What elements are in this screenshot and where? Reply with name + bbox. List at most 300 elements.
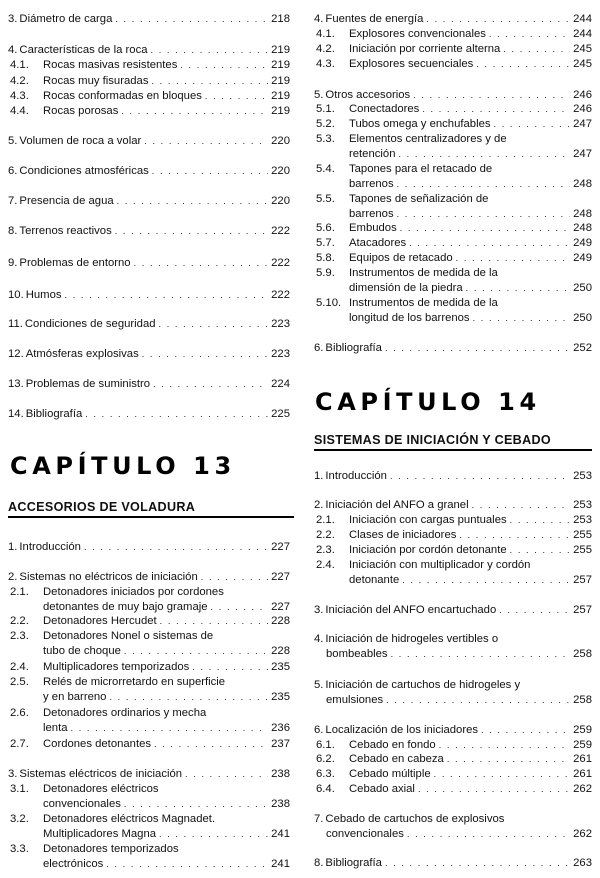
entry-title: Rocas masivas resistentes — [43, 59, 178, 71]
entry-number: 2.1. — [316, 514, 335, 526]
toc-subentry[interactable] — [314, 27, 592, 42]
toc-subentry[interactable] — [8, 614, 290, 629]
entry-title: Iniciación con cargas puntuales — [349, 514, 507, 526]
toc-entry[interactable] — [8, 194, 290, 209]
dot-leader — [413, 88, 570, 103]
toc-subentry[interactable] — [8, 812, 290, 841]
dot-leader — [144, 134, 268, 149]
dot-leader — [398, 147, 570, 162]
page-number: 261 — [573, 768, 592, 780]
dot-leader — [510, 543, 571, 558]
dot-leader — [489, 27, 570, 42]
entry-title: lenta — [43, 721, 68, 734]
page-number: 227 — [271, 571, 290, 583]
page-number: 223 — [271, 348, 290, 360]
entry-title: retención — [349, 147, 396, 160]
toc-subentry[interactable] — [314, 57, 592, 72]
page-number: 255 — [573, 529, 592, 541]
dot-leader — [159, 317, 269, 332]
dot-leader — [85, 407, 268, 422]
toc-entry[interactable] — [314, 603, 592, 618]
entry-number: 3.3. — [10, 843, 29, 855]
entry-title: Presencia de agua — [19, 195, 114, 207]
page-number: 253 — [573, 470, 592, 482]
entry-number: 6.4. — [316, 783, 335, 795]
toc-subentry[interactable] — [314, 42, 592, 57]
entry-title: Instrumentos de medida de la — [349, 267, 498, 279]
page-number: 237 — [271, 738, 290, 750]
entry-title: longitud de los barrenos — [349, 311, 470, 324]
page-number: 220 — [271, 165, 290, 177]
entry-title: Explosores secuenciales — [349, 58, 474, 70]
page-number: 250 — [573, 311, 592, 324]
entry-title: Cebado axial — [349, 783, 415, 795]
toc-subentry[interactable] — [314, 528, 592, 543]
dot-leader — [407, 827, 570, 842]
page-number: 246 — [573, 103, 592, 115]
toc-entry[interactable] — [8, 767, 290, 782]
page-number: 259 — [573, 739, 592, 751]
dot-leader — [65, 288, 269, 303]
dot-leader — [151, 74, 268, 89]
dot-leader — [180, 58, 268, 73]
page-number: 248 — [573, 207, 592, 220]
dot-leader — [109, 690, 268, 705]
toc-entry[interactable] — [8, 256, 290, 271]
entry-number: 3.1. — [10, 783, 29, 795]
page-number: 224 — [271, 378, 290, 390]
page-number: 238 — [271, 797, 290, 810]
entry-number: 4.3. — [316, 58, 335, 70]
toc-subentry[interactable] — [314, 543, 592, 558]
entry-title: Condiciones de seguridad — [24, 318, 156, 330]
toc-subentry[interactable] — [314, 102, 592, 117]
entry-title: Problemas de suministro — [25, 378, 151, 390]
entry-title: Detonadores temporizados — [43, 843, 179, 855]
entry-title: Multiplicadores temporizados — [43, 661, 190, 673]
dot-leader — [426, 12, 570, 27]
page-number: 248 — [573, 222, 592, 234]
entry-number: 5.4. — [316, 163, 335, 175]
toc-entry[interactable] — [8, 43, 290, 58]
entry-number: 5.1. — [316, 103, 335, 115]
dot-leader — [472, 498, 571, 513]
entry-number: 3.2. — [10, 813, 29, 825]
entry-title: Características de la roca — [19, 44, 148, 56]
page-number: 219 — [271, 44, 290, 56]
entry-title: Iniciación del ANFO a granel — [325, 499, 469, 511]
toc-subentry[interactable] — [314, 162, 592, 191]
entry-title: detonante — [349, 573, 400, 586]
page-number: 227 — [271, 541, 290, 553]
toc-subentry[interactable] — [8, 660, 290, 675]
toc-subentry[interactable] — [314, 738, 592, 753]
dot-leader — [466, 281, 570, 296]
page-number: 220 — [271, 135, 290, 147]
entry-number: 5.9. — [316, 267, 335, 279]
entry-title: Relés de microrretardo en superficie — [43, 676, 226, 688]
page-number: 220 — [271, 195, 290, 207]
entry-number: 5. — [314, 679, 324, 691]
dot-leader — [160, 614, 268, 629]
dot-leader — [409, 236, 570, 251]
entry-number: 3. — [8, 768, 18, 780]
page-number: 246 — [573, 89, 592, 101]
entry-number: 6. — [314, 342, 324, 354]
entry-number: 1. — [314, 470, 324, 482]
entry-title: Detonadores Nonel o sistemas de — [43, 630, 214, 642]
entry-number: 6. — [314, 724, 324, 736]
dot-leader — [397, 207, 571, 222]
entry-number: 4.2. — [10, 75, 29, 87]
dot-leader — [386, 693, 570, 708]
page-number: 253 — [573, 499, 592, 511]
entry-number: 3. — [8, 13, 18, 25]
toc-subentry[interactable] — [8, 104, 290, 119]
toc-subentry[interactable] — [8, 89, 290, 104]
dot-leader — [503, 42, 570, 57]
dot-leader — [124, 644, 268, 659]
page-number: 247 — [573, 147, 592, 160]
entry-number: 4.1. — [316, 28, 335, 40]
page-number: 248 — [573, 177, 592, 190]
toc-entry[interactable] — [314, 723, 592, 738]
entry-title: convencionales — [326, 827, 404, 840]
page-number: 250 — [573, 281, 592, 294]
dot-leader — [106, 857, 268, 872]
entry-title: Iniciación del ANFO encartuchado — [325, 604, 497, 616]
page-number: 235 — [271, 661, 290, 673]
dot-leader — [481, 723, 570, 738]
page-number: 241 — [271, 827, 290, 840]
entry-title: Humos — [25, 289, 62, 301]
entry-title: Tubos omega y enchufables — [349, 118, 491, 130]
page-number: 257 — [573, 604, 592, 616]
entry-number: 4.3. — [10, 90, 29, 102]
page-number: 262 — [573, 783, 592, 795]
toc-subentry[interactable] — [314, 132, 592, 161]
page-number: 238 — [271, 768, 290, 780]
entry-title: Introducción — [19, 541, 81, 553]
entry-number: 13. — [8, 378, 24, 390]
entry-number: 7. — [314, 813, 324, 825]
entry-title: barrenos — [349, 177, 394, 190]
page-number: 222 — [271, 257, 290, 269]
dot-leader — [459, 528, 570, 543]
page-number: 257 — [573, 573, 592, 586]
page-number: 259 — [573, 724, 592, 736]
entry-title: Embudos — [349, 222, 397, 234]
dot-leader — [142, 347, 268, 362]
page-number: 244 — [573, 13, 592, 25]
toc-entry[interactable] — [8, 288, 290, 303]
entry-title: Instrumentos de medida de la — [349, 297, 498, 309]
chapter-14-heading: CAPÍTULO 14 — [315, 388, 541, 416]
toc-subentry[interactable] — [8, 675, 290, 704]
dot-leader — [124, 797, 268, 812]
toc-subentry[interactable] — [314, 782, 592, 797]
page-number: 261 — [573, 753, 592, 765]
dot-leader — [211, 600, 269, 615]
toc-entry[interactable] — [8, 570, 290, 585]
dot-leader — [422, 102, 570, 117]
toc-subentry[interactable] — [8, 706, 290, 735]
entry-title: Detonadores eléctricos Magnadet. — [43, 813, 216, 825]
entry-number: 5.3. — [316, 133, 335, 145]
dot-leader — [456, 251, 571, 266]
dot-leader — [71, 721, 269, 736]
entry-number: 2.6. — [10, 707, 29, 719]
toc-subentry[interactable] — [8, 585, 290, 614]
toc-entry[interactable] — [314, 632, 592, 661]
page-number: 219 — [271, 59, 290, 71]
entry-title: Detonadores eléctricos — [43, 783, 159, 795]
entry-number: 2.1. — [10, 586, 29, 598]
entry-title: Detonadores iniciados por cordones — [43, 586, 224, 598]
page-number: 253 — [573, 514, 592, 526]
entry-title: Problemas de entorno — [19, 257, 131, 269]
toc-subentry[interactable] — [8, 58, 290, 73]
dot-leader — [418, 782, 570, 797]
page-number: 223 — [271, 318, 290, 330]
entry-title: bombeables — [326, 647, 388, 660]
entry-title: emulsiones — [326, 693, 384, 706]
entry-title: Cordones detonantes — [43, 738, 152, 750]
entry-title: Detonadores ordinarios y mecha — [43, 707, 207, 719]
toc-entry[interactable] — [8, 347, 290, 362]
entry-number: 5.5. — [316, 193, 335, 205]
entry-title: Iniciación por cordón detonante — [349, 544, 507, 556]
dot-leader — [499, 603, 570, 618]
toc-subentry[interactable] — [314, 221, 592, 236]
entry-title: Localización de los iniciadores — [325, 724, 479, 736]
entry-number: 2.2. — [10, 615, 29, 627]
toc-subentry[interactable] — [8, 737, 290, 752]
entry-number: 2. — [8, 571, 18, 583]
dot-leader — [185, 767, 268, 782]
page-number: 262 — [573, 827, 592, 840]
dot-leader — [205, 89, 268, 104]
entry-title: Introducción — [325, 470, 387, 482]
dot-leader — [121, 104, 268, 119]
toc-subentry[interactable] — [314, 266, 592, 295]
entry-number: 7. — [8, 195, 18, 207]
dot-leader — [434, 767, 571, 782]
page-number: 219 — [271, 105, 290, 117]
entry-title: Explosores convencionales — [349, 28, 486, 40]
toc-entry[interactable] — [8, 164, 290, 179]
page-number: 245 — [573, 58, 592, 70]
entry-number: 4. — [8, 44, 18, 56]
entry-title: Clases de iniciadores — [349, 529, 457, 541]
entry-number: 3. — [314, 604, 324, 616]
page-number: 219 — [271, 90, 290, 102]
chapter-14-title: SISTEMAS DE INICIACIÓN Y CEBADO — [314, 433, 592, 451]
entry-number: 5.6. — [316, 222, 335, 234]
page-number: 222 — [271, 225, 290, 237]
page-number: 235 — [271, 690, 290, 703]
dot-leader — [192, 660, 268, 675]
entry-title: Tapones de señalización de — [349, 193, 489, 205]
toc-entry[interactable] — [314, 12, 592, 27]
toc-subentry[interactable] — [314, 117, 592, 132]
entry-title: Conectadores — [349, 103, 420, 115]
toc-subentry[interactable] — [8, 629, 290, 658]
page-number: 249 — [573, 252, 592, 264]
toc-subentry[interactable] — [314, 192, 592, 221]
entry-title: Otros accesorios — [325, 89, 411, 101]
page-number: 245 — [573, 43, 592, 55]
entry-title: detonantes de muy bajo gramaje — [43, 600, 208, 613]
entry-title: Equipos de retacado — [349, 252, 453, 264]
toc-entry[interactable] — [314, 341, 592, 356]
entry-title: convencionales — [43, 797, 121, 810]
toc-subentry[interactable] — [8, 782, 290, 811]
entry-title: Atmósferas explosivas — [25, 348, 139, 360]
entry-number: 6. — [8, 165, 18, 177]
entry-number: 4. — [314, 633, 324, 645]
dot-leader — [494, 117, 571, 132]
toc-entry[interactable] — [314, 812, 592, 841]
entry-title: Diámetro de carga — [19, 13, 113, 25]
entry-title: Multiplicadores Magna — [43, 827, 157, 840]
entry-number: 6.1. — [316, 739, 335, 751]
entry-title: Iniciación de hidrogeles vertibles o — [325, 633, 499, 645]
entry-title: electrónicos — [43, 857, 104, 870]
dot-leader — [151, 43, 269, 58]
page-number: 255 — [573, 544, 592, 556]
dot-leader — [397, 177, 571, 192]
toc-entry[interactable] — [8, 12, 290, 27]
dot-leader — [154, 737, 268, 752]
toc-subentry[interactable] — [314, 251, 592, 266]
entry-number: 5.2. — [316, 118, 335, 130]
entry-number: 2.4. — [10, 661, 29, 673]
dot-leader — [391, 647, 571, 662]
dot-leader — [159, 827, 268, 842]
toc-subentry[interactable] — [314, 767, 592, 782]
entry-title: y en barreno — [43, 690, 107, 703]
toc-subentry[interactable] — [314, 296, 592, 325]
entry-number: 14. — [8, 408, 24, 420]
toc-entry[interactable] — [8, 134, 290, 149]
page-number: 249 — [573, 237, 592, 249]
dot-leader — [115, 12, 268, 27]
entry-title: Sistemas eléctricos de iniciación — [19, 768, 183, 780]
entry-title: Fuentes de energía — [325, 13, 424, 25]
toc-subentry[interactable] — [314, 513, 592, 528]
dot-leader — [473, 311, 571, 326]
page-number: 218 — [271, 13, 290, 25]
entry-number: 4. — [314, 13, 324, 25]
toc-entry[interactable] — [8, 317, 290, 332]
entry-number: 2.7. — [10, 738, 29, 750]
toc-subentry[interactable] — [8, 74, 290, 89]
toc-entry[interactable] — [314, 856, 592, 871]
toc-subentry[interactable] — [8, 842, 290, 871]
page-number: 228 — [271, 615, 290, 627]
toc-entry[interactable] — [314, 88, 592, 103]
entry-title: Iniciación por corriente alterna — [349, 43, 501, 55]
chapter-13-title: ACCESORIOS DE VOLADURA — [8, 500, 294, 518]
toc-entry[interactable] — [314, 678, 592, 707]
entry-number: 2. — [314, 499, 324, 511]
toc-entry[interactable] — [8, 224, 290, 239]
toc-entry[interactable] — [8, 377, 290, 392]
entry-number: 4.1. — [10, 59, 29, 71]
toc-entry[interactable] — [8, 540, 290, 555]
dot-leader — [84, 540, 268, 555]
toc-subentry[interactable] — [314, 558, 592, 587]
entry-number: 8. — [8, 225, 18, 237]
dot-leader — [447, 752, 570, 767]
entry-title: Elementos centralizadores y de — [349, 133, 507, 145]
entry-title: dimensión de la piedra — [349, 281, 463, 294]
page-number: 219 — [271, 75, 290, 87]
entry-title: Atacadores — [349, 237, 407, 249]
dot-leader — [134, 256, 269, 271]
entry-title: Iniciación de cartuchos de hidrogeles y — [325, 679, 521, 691]
dot-leader — [153, 377, 268, 392]
dot-leader — [510, 513, 571, 528]
entry-number: 5.7. — [316, 237, 335, 249]
entry-number: 11. — [8, 318, 23, 330]
toc-entry[interactable] — [8, 407, 290, 422]
entry-title: Bibliografía — [325, 857, 382, 869]
entry-title: Rocas porosas — [43, 105, 119, 117]
page-number: 225 — [271, 408, 290, 420]
entry-number: 2.5. — [10, 676, 29, 688]
entry-title: Cebado múltiple — [349, 768, 431, 780]
page-number: 222 — [271, 289, 290, 301]
toc-subentry[interactable] — [314, 752, 592, 767]
entry-number: 5.8. — [316, 252, 335, 264]
toc-entry[interactable] — [314, 469, 592, 484]
entry-number: 6.2. — [316, 753, 335, 765]
page-number: 258 — [573, 693, 592, 706]
page-number: 228 — [271, 644, 290, 657]
page-number: 241 — [271, 857, 290, 870]
entry-number: 2.4. — [316, 559, 335, 571]
page-number: 263 — [573, 857, 592, 869]
toc-subentry[interactable] — [314, 236, 592, 251]
entry-number: 6.3. — [316, 768, 335, 780]
entry-number: 12. — [8, 348, 24, 360]
entry-title: Condiciones atmosféricas — [19, 165, 149, 177]
entry-title: Cebado en cabeza — [349, 753, 444, 765]
page-number: 227 — [271, 600, 290, 613]
dot-leader — [400, 221, 570, 236]
dot-leader — [117, 194, 269, 209]
dot-leader — [439, 738, 570, 753]
entry-title: Cebado de cartuchos de explosivos — [325, 813, 505, 825]
dot-leader — [201, 570, 268, 585]
dot-leader — [152, 164, 268, 179]
toc-entry[interactable] — [314, 498, 592, 513]
page-number: 236 — [271, 721, 290, 734]
entry-title: Bibliografía — [325, 342, 382, 354]
entry-title: Rocas muy fisuradas — [43, 75, 149, 87]
entry-number: 5.10. — [316, 297, 342, 309]
entry-number: 4.4. — [10, 105, 29, 117]
entry-number: 10. — [8, 289, 24, 301]
page-number: 252 — [573, 342, 592, 354]
entry-number: 1. — [8, 541, 18, 553]
dot-leader — [385, 341, 570, 356]
dot-leader — [476, 57, 570, 72]
entry-title: Cebado en fondo — [349, 739, 436, 751]
entry-title: Tapones para el retacado de — [349, 163, 493, 175]
